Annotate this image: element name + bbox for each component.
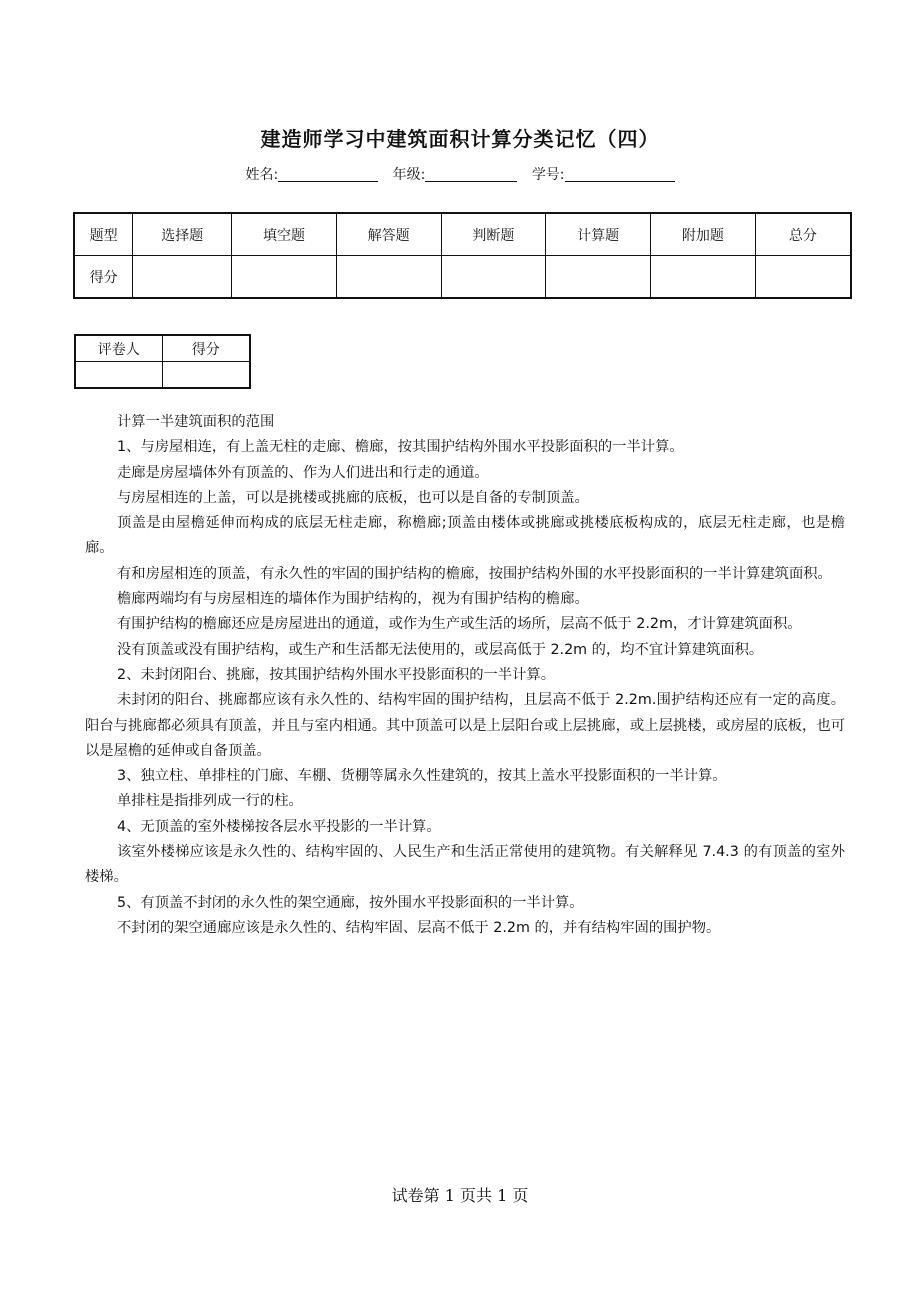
student-info-line: [0, 164, 920, 184]
paragraph: 檐廊两端均有与房屋相连的墙体作为围护结构的，视为有围护结构的檐廊。: [117, 591, 589, 608]
score-cell[interactable]: [441, 256, 546, 299]
name-label: 姓名:: [245, 167, 279, 183]
header-cell: 选择题: [133, 213, 232, 256]
grader-table-input-row: [75, 362, 250, 389]
grader-name-cell[interactable]: [75, 362, 162, 389]
paragraph: 4、无顶盖的室外楼梯按各层水平投影的一半计算。: [117, 818, 441, 835]
score-cell[interactable]: [336, 256, 441, 299]
document-title: 建造师学习中建筑面积计算分类记忆（四）: [260, 127, 660, 151]
student-id-blank[interactable]: [565, 167, 675, 182]
score-cell[interactable]: [546, 256, 651, 299]
paragraph: 单排柱是指排列成一行的柱。: [117, 793, 303, 810]
score-cell[interactable]: [232, 256, 337, 299]
paragraph: 1、与房屋相连，有上盖无柱的走廊、檐廊，按其围护结构外围水平投影面积的一半计算。: [117, 439, 684, 456]
header-cell: 题型: [74, 213, 133, 256]
header-cell: 解答题: [336, 213, 441, 256]
section-heading: 计算一半建筑面积的范围: [117, 414, 275, 430]
paragraph: 未封闭的阳台、挑廊都应该有永久性的、结构牢固的围护结构，且层高不低于 2.2m.围护结构还应有一定的高度。阳台与挑廊都必须具有顶盖，并且与室内相通。其中顶盖可以是上层阳台或上层挑廊，或上层挑楼，或房屋的底板，也可以是屋檐的延伸或自备顶盖。: [85, 692, 845, 759]
document-body: [85, 410, 845, 941]
paragraph: 该室外楼梯应该是永久性的、结构牢固的、人民生产和生活正常使用的建筑物。有关解释见 7.4.3 的有顶盖的室外楼梯。: [85, 844, 845, 886]
grade-blank[interactable]: [425, 167, 517, 182]
paragraph: 5、有顶盖不封闭的永久性的架空通廊，按外围水平投影面积的一半计算。: [117, 894, 584, 911]
header-cell: 附加题: [650, 213, 755, 256]
score-cell[interactable]: [650, 256, 755, 299]
score-cell[interactable]: [133, 256, 232, 299]
grade-label: 年级:: [392, 167, 426, 183]
student-id-label: 学号:: [531, 167, 565, 183]
header-cell: 判断题: [441, 213, 546, 256]
score-cell[interactable]: [755, 256, 851, 299]
row-label: 得分: [74, 256, 133, 299]
grader-header-cell: 得分: [162, 335, 250, 362]
paragraph: 走廊是房屋墙体外有顶盖的、作为人们进出和行走的通道。: [117, 464, 489, 481]
paragraph: 不封闭的架空通廊应该是永久性的、结构牢固、层高不低于 2.2m 的，并有结构牢固的围护物。: [117, 919, 721, 936]
grader-score-cell[interactable]: [162, 362, 250, 389]
score-table: [73, 212, 852, 299]
paragraph: 没有顶盖或没有围护结构，或生产和生活都无法使用的，或层高低于 2.2m 的，均不宜计算建筑面积。: [117, 641, 764, 658]
grader-header-cell: 评卷人: [75, 335, 162, 362]
name-blank[interactable]: [278, 167, 378, 182]
grader-table: [74, 334, 251, 389]
header-cell: 总分: [755, 213, 851, 256]
header-cell: 计算题: [546, 213, 651, 256]
paragraph: 有围护结构的檐廊还应是房屋进出的通道，或作为生产或生活的场所，层高不低于 2.2m，才计算建筑面积。: [117, 616, 802, 633]
paragraph: 顶盖是由屋檐延伸而构成的底层无柱走廊，称檐廊;顶盖由楼体或挑廊或挑楼底板构成的，底层无柱走廊，也是檐廊。: [85, 515, 845, 557]
paragraph: 与房屋相连的上盖，可以是挑楼或挑廊的底板，也可以是自备的专制顶盖。: [117, 489, 589, 506]
paragraph: 2、未封闭阳台、挑廊，按其围护结构外围水平投影面积的一半计算。: [117, 666, 555, 683]
score-table-header-row: [74, 213, 851, 256]
page-footer: 试卷第 1 页共 1 页: [391, 1186, 529, 1205]
score-table-score-row: [74, 256, 851, 299]
grader-table-header-row: [75, 335, 250, 362]
paragraph: 有和房屋相连的顶盖，有永久性的牢固的围护结构的檐廊，按围护结构外围的水平投影面积的一半计算建筑面积。: [117, 565, 832, 582]
paragraph: 3、独立柱、单排柱的门廊、车棚、货棚等属永久性建筑的，按其上盖水平投影面积的一半计算。: [117, 768, 727, 785]
header-cell: 填空题: [232, 213, 337, 256]
